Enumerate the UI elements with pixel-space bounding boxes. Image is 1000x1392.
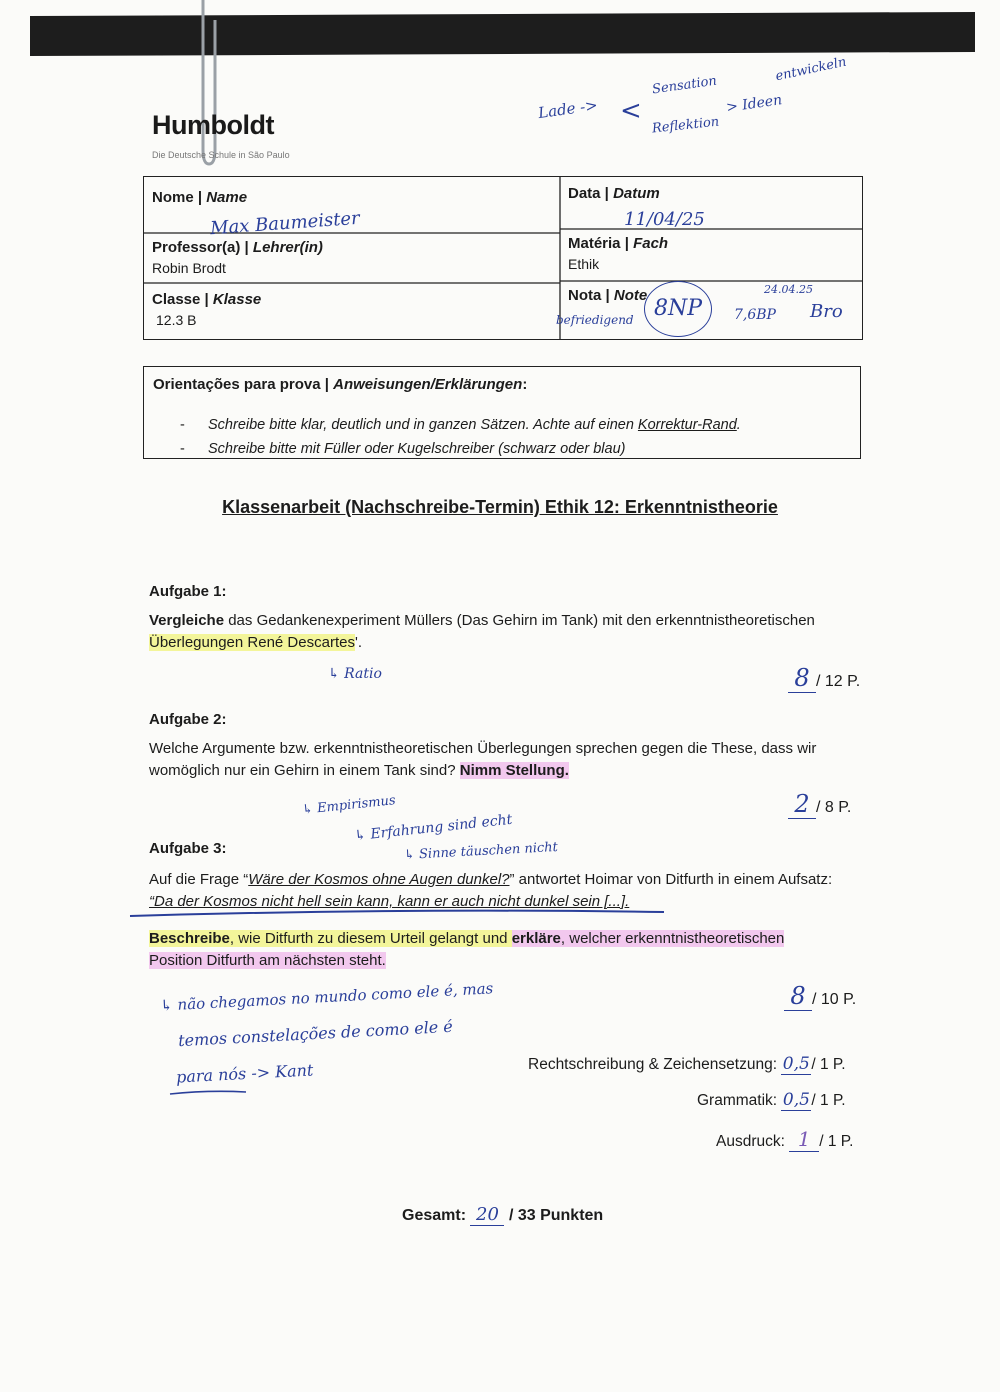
class-label: Classe | Klasse bbox=[152, 291, 262, 308]
task2-note: ↳ Sinne täuschen nicht bbox=[403, 839, 559, 864]
grade-word: befriedigend bbox=[556, 313, 634, 327]
top-bar bbox=[30, 12, 975, 56]
task3-text: Auf die Frage “Wäre der Kosmos ohne Augen dunkel?” antwortet Hoimar von Ditfurth in einem Aufsatz: “Da der Kosmos nicht hell sein kann, kann er auch nicht dunkel sein [...]. bbox=[149, 871, 833, 910]
task1-score: 8 / 12 P. bbox=[788, 664, 860, 693]
grammar-mark: Grammatik: 0,5/ 1 P. bbox=[697, 1090, 846, 1110]
teacher-label: Professor(a) | Lehrer(in) bbox=[152, 239, 323, 256]
corner-note: > Ideen bbox=[725, 92, 784, 116]
school-logo: Humboldt bbox=[152, 110, 274, 140]
task2-note: ↳ Empirismus bbox=[301, 793, 397, 818]
underline-stroke bbox=[128, 906, 668, 920]
subject-value: Ethik bbox=[568, 256, 600, 272]
corner-brace: < bbox=[620, 96, 642, 126]
instructions-box bbox=[143, 366, 861, 459]
total-score: Gesamt: 20 / 33 Punkten bbox=[402, 1204, 604, 1225]
task3-score: 8 / 10 P. bbox=[784, 982, 856, 1011]
task3-note: para nós -> Kant bbox=[175, 1060, 314, 1087]
instruction-item: - Schreibe bitte mit Füller oder Kugelschreiber (schwarz oder blau) bbox=[180, 441, 626, 457]
underline-stroke bbox=[168, 1088, 248, 1098]
grade-date: 24.04.25 bbox=[764, 283, 813, 296]
class-value: 12.3 B bbox=[156, 312, 197, 328]
student-info-table bbox=[143, 176, 863, 340]
subject-cell bbox=[568, 235, 668, 272]
grade-circle: 8NP bbox=[644, 281, 712, 337]
instruction-item: - Schreibe bitte klar, deutlich und in ganzen Sätzen. Achte auf einen Korrektur-Rand. bbox=[180, 417, 741, 433]
name-value: Max Baumeister bbox=[209, 207, 361, 240]
task2-heading: Aufgabe 2: bbox=[149, 711, 227, 728]
task2-score: 2 / 8 P. bbox=[788, 790, 851, 819]
date-cell bbox=[568, 185, 660, 202]
task1-heading: Aufgabe 1: bbox=[149, 583, 227, 600]
date-label: Data | Datum bbox=[568, 185, 660, 202]
grade-cell bbox=[568, 287, 647, 304]
name-label: Nome | Name bbox=[152, 189, 248, 206]
corner-note: entwickeln bbox=[774, 54, 848, 85]
subject-label: Matéria | Fach bbox=[568, 235, 669, 252]
expression-mark: Ausdruck: 1 / 1 P. bbox=[716, 1127, 854, 1151]
task1-text: Vergleiche das Gedankenexperiment Müllers (Das Gehirn im Tank) mit den erkenntnistheoretischen Überlegungen René Descartes'. bbox=[149, 612, 815, 651]
spelling-mark: Rechtschreibung & Zeichensetzung: 0,5/ 1 P. bbox=[528, 1054, 846, 1074]
task1-note: ↳ Ratio bbox=[328, 666, 382, 682]
teacher-cell bbox=[152, 239, 323, 276]
school-logo-subtitle: Die Deutsche Schule in São Paulo bbox=[152, 150, 290, 160]
corner-note: Reflektion bbox=[651, 114, 720, 137]
grade-bp: 7,6BP bbox=[734, 307, 776, 323]
name-cell bbox=[152, 189, 247, 206]
grade-signature: Bro bbox=[810, 301, 843, 322]
task3-note: ↳ não chegamos no mundo como ele é, mas bbox=[159, 979, 494, 1015]
corner-note: Sensation bbox=[651, 73, 718, 98]
instructions-title: Orientações para prova | Anweisungen/Erklärungen: bbox=[153, 376, 528, 393]
paperclip-icon bbox=[196, 0, 222, 168]
task2-text: Welche Argumente bzw. erkenntnistheoretischen Überlegungen sprechen gegen die These, dass wir womöglich nur ein Gehirn in einem Tank sind? Nimm Stellung. bbox=[149, 740, 817, 779]
grade-label: Nota | Note bbox=[568, 287, 648, 304]
date-value: 11/04/25 bbox=[624, 209, 705, 230]
exam-title: Klassenarbeit (Nachschreibe-Termin) Ethik 12: Erkenntnistheorie bbox=[222, 497, 778, 517]
teacher-value: Robin Brodt bbox=[152, 260, 226, 276]
corner-note: Lade -> bbox=[537, 95, 599, 123]
class-cell bbox=[152, 291, 261, 328]
task3-note: temos constelações de como ele é bbox=[177, 1016, 454, 1051]
task3-question: Beschreibe, wie Ditfurth zu diesem Urteil gelangt und erkläre, welcher erkenntnistheoretischen Position Ditfurth am nächsten steht. bbox=[149, 930, 785, 969]
task2-note: ↳ Erfahrung sind echt bbox=[353, 811, 514, 845]
task3-heading: Aufgabe 3: bbox=[149, 840, 227, 857]
